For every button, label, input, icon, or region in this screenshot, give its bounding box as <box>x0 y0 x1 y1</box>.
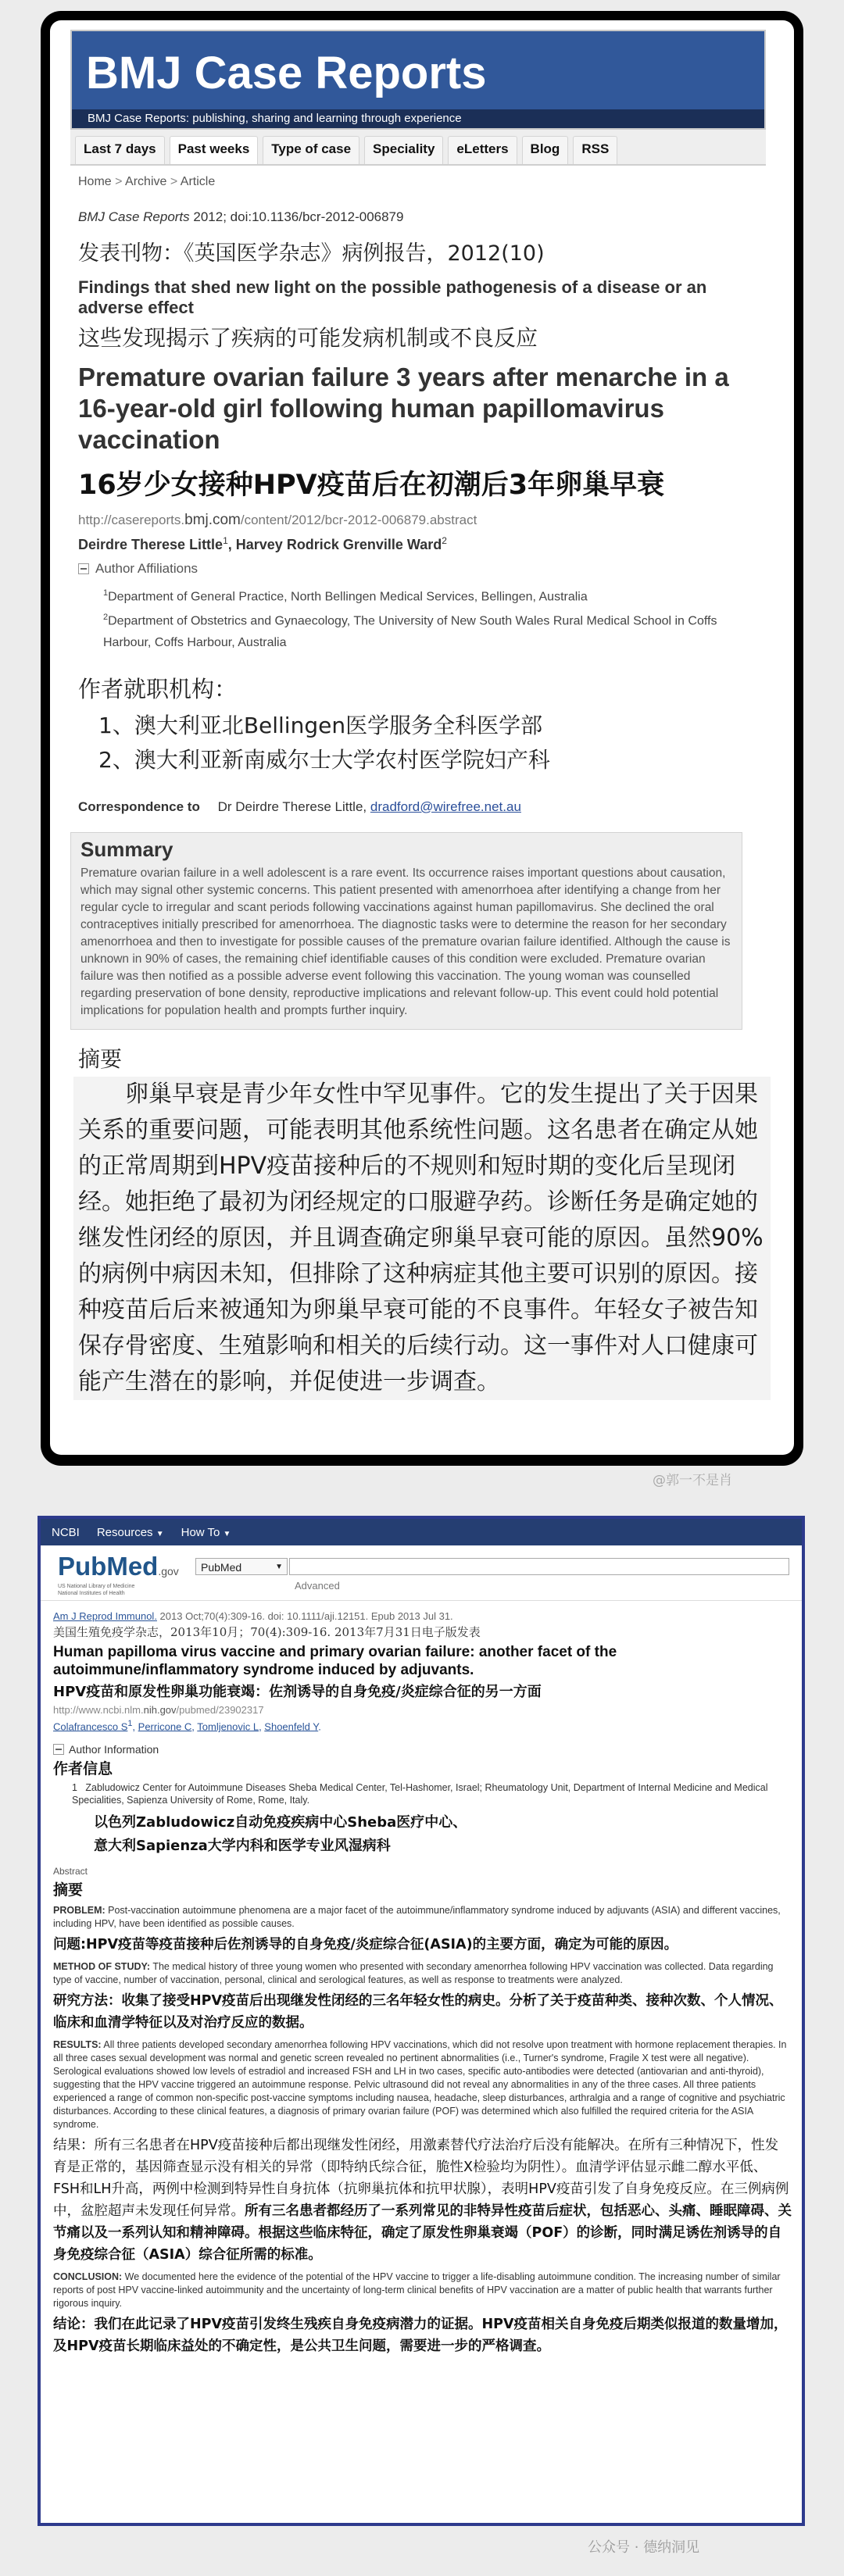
article-authors: Deirdre Therese Little$^1$, Harvey Rodrick Grenville Ward$^2$ <box>78 535 447 552</box>
howto-menu[interactable]: How To ▼ <box>181 1525 231 1539</box>
pm-citation: Am J Reprod Immunol. 2013 Oct;70(4):309-16. doi: 10.1111/aji.12151. Epub 2013 Jul 31. <box>53 1610 453 1622</box>
cn-pm-article-title: HPV疫苗和原发性卵巢功能衰竭：佐剂诱导的自身免疫/炎症综合征的另一方面 <box>53 1684 542 1700</box>
cn-affiliation-item: 2、澳大利亚新南威尔士大学农村医学院妇产科 <box>98 746 550 773</box>
cn-publication-note: 发表刊物：《英国医学杂志》病例报告，2012(10) <box>78 241 545 266</box>
author-link[interactable]: Shoenfeld Y <box>264 1720 319 1733</box>
author-affiliations-toggle[interactable] <box>78 561 766 577</box>
collapse-icon <box>53 1744 64 1755</box>
ncbi-logo[interactable]: NCBI <box>52 1525 80 1539</box>
author-1[interactable]: Deirdre Therese Little <box>78 537 224 552</box>
summary-text: Premature ovarian failure in a well adolescent is a rare event. Its occurrence raises important questions about causation, which may signal other systemic concerns. This patient presented with amenorrhoea after identifying a change from her regular cycle to irregular and scant periods following vaccinations against human papillomavirus. She declined the oral contraceptives initially prescribed for amenorrhoea. The diagnostic tasks were to determine the reason for her secondary amenorrhoea and then to investigate for possible causes of the premature ovarian failure identified. Although the cause is unknown in 90% of cases, the remaining chief identifiable causes of this condition were excluded. Premature ovarian failure was then notified as a possible adverse event following this vaccination. The young woman was counselled regarding preservation of bone density, reproductive implications and relevant follow-up. This event could hold potential implications for population health and prompts further inquiry. <box>80 866 731 1017</box>
pm-authors: Colafrancesco $S^1$, Perricone C, Tomljenovic L, Shoenfeld Y. <box>53 1719 321 1733</box>
cn-abstract-heading: 摘要 <box>78 1045 123 1072</box>
cn-citation: 美国生殖免疫学杂志，2013年10月；70(4):309-16. 2013年7月31日电子版发表 <box>53 1625 481 1639</box>
tab-speciality[interactable]: Speciality <box>364 136 443 164</box>
pubmed-logo-subtitle: US National Library of Medicine National Institutes of Health <box>58 1584 135 1596</box>
pm-article-url[interactable]: http://www.ncbi.nlm.nih.gov/pubmed/23902317 <box>53 1704 264 1716</box>
tab-type-of-case[interactable]: Type of case <box>263 136 359 164</box>
correspondence <box>78 799 766 815</box>
tab-last-7-days[interactable]: Last 7 days <box>75 136 165 164</box>
author-2[interactable]: Harvey Rodrick Grenville Ward <box>235 537 442 552</box>
breadcrumb-separator: > <box>115 175 126 188</box>
tab-blog[interactable]: Blog <box>522 136 569 164</box>
article-url[interactable]: http://casereports.bmj.com/content/2012/bcr-2012-006879.abstract <box>78 512 477 528</box>
cn-category-translation: 这些发现揭示了疾病的可能发病机制或不良反应 <box>78 325 538 351</box>
cn-abstract-method: 研究方法：收集了接受HPV疫苗后出现继发性闭经的三名年轻女性的病史。分析了关于疫苗种类、接种次数、个人情况、临床和血清学特征以及对治疗反应的数据。 <box>53 1993 783 2031</box>
database-select[interactable]: PubMed ▼ <box>195 1558 288 1575</box>
breadcrumb-archive[interactable]: Archive <box>125 175 167 188</box>
cn-author-info-heading: 作者信息 <box>53 1760 113 1778</box>
article-title: Premature ovarian failure 3 years after menarche in a 16-year-old girl following human papillomavirus vaccination <box>78 363 729 454</box>
cn-pm-affiliation: 以色列Zabludowicz自动免疫疾病中心Sheba医疗中心、 意大利Sapienza大学内科和医学专业风湿病科 <box>94 1814 467 1855</box>
ncbi-top-bar <box>41 1519 802 1545</box>
tab-past-weeks[interactable]: Past weeks <box>170 136 259 164</box>
cn-abstract-conclusion: 结论：我们在此记录了HPV疫苗引发终生残疾自身免疫病潜力的证据。HPV疫苗相关自身免疫后期类似报道的数量增加，及HPV疫苗长期临床益处的不确定性，是公共卫生问题，需要进一步的严格调查。 <box>53 2317 788 2355</box>
bmj-nav-tabs <box>70 130 766 166</box>
pubmed-logo[interactable]: PubMed.gov <box>58 1552 179 1581</box>
abstract-results: RESULTS: All three patients developed secondary amenorrhea following HPV vaccinations, which did not resolve upon treatment with hormone replacement therapies. In all three cases sexual development was normal and genetic screen revealed no pertinent abnormalities (i.e., Turner's syndrome, Fragile X test were all negative). Serological evaluations showed low levels of estradiol and increased FSH and LH in two cases, specific auto-antibodies were detected (antiovarian and anti-thyroid), suggesting that the HPV vaccine triggered an autoimmune response. Pelvic ultrasound did not reveal any abnormalities in any of the three cases. All three patients experienced a range of common non-specific post-vaccine symptoms including nausea, headache, sleep disturbances, arthralgia and a range of cognitive and psychiatric disturbances. According to these clinical features, a diagnosis of primary ovarian failure (POF) was determined which also fulfilled the required criteria for the ASIA syndrome. <box>53 2039 787 2131</box>
caret-down-icon: ▼ <box>223 1529 231 1538</box>
caret-down-icon: ▼ <box>156 1529 164 1538</box>
article-citation <box>78 209 766 225</box>
affiliation-item: $^1$Department of General Practice, North Bellingen Medical Services, Bellingen, Australia <box>103 588 588 604</box>
author-link[interactable]: Tomljenovic L <box>197 1720 259 1733</box>
abstract-conclusion: CONCLUSION: We documented here the evidence of the potential of the HPV vaccine to trigger a life-disabling autoimmune condition. The increasing number of similar reports of post HPV vaccine-linked autoimmunity and the uncertainty of long-term clinical benefits of HPV vaccination are a matter of public health that warrants further rigorous inquiry. <box>53 2271 781 2310</box>
cn-abstract-results: 结果：所有三名患者在HPV疫苗接种后都出现继发性闭经，用激素替代疗法治疗后没有能解决。在所有三种情况下，性发育是正常的，基因筛查显示没有相关的异常（即特纳氏综合征，脆性X检验均为阴性）。血清学评估显示雌二醇水平低、FSH和LH升高，两例中检测到特异性自身抗体（抗卵巢抗体和抗甲状腺），表明HPV疫苗引发了自身免疫反应。在三例病例中，盆腔超声未发现任何异常。所有三名患者都经历了一系列常见的非特异性疫苗后症状，包括恶心、头痛、睡眠障碍、关节痛以及一系列认知和精神障碍。根据这些临床特征，确定了原发性卵巢衰竭（POF）的诊断，同时满足诱佐剂诱导的自身免疫综合征（ASIA）综合征所需的标准。 <box>53 2138 792 2263</box>
bmj-header <box>70 30 766 130</box>
dropdown-icon: ▼ <box>275 1563 283 1571</box>
watermark-1: @郭一不是肖 <box>653 1473 732 1488</box>
breadcrumb <box>78 175 766 189</box>
breadcrumb-article: Article <box>180 175 216 188</box>
affiliation-list <box>103 583 744 653</box>
cn-abstract-problem: 问题:HPV疫苗等疫苗接种后佐剂诱导的自身免疫/炎症综合征(ASIA)的主要方面，确定为可能的原因。 <box>53 1937 678 1953</box>
cn-affiliation-list <box>98 709 766 777</box>
cn-affiliation-item: 1、澳大利亚北Bellingen医学服务全科医学部 <box>98 712 543 738</box>
summary-heading: Summary <box>80 837 173 861</box>
author-affiliations-label: Author Affiliations <box>95 561 198 576</box>
pm-affiliation: 1 Zabludowicz Center for Autoimmune Diseases Sheba Medical Center, Tel-Hashomer, Israel; Rheumatology Unit, Department of Internal Medicine and Medical Specialities, Sapienza University of Rome, Rome, Italy. <box>72 1782 768 1806</box>
author-link[interactable]: Colafrancesco S <box>53 1720 128 1733</box>
pm-article-title: Human papilloma virus vaccine and primary ovarian failure: another facet of the autoimmune/inflammatory syndrome induced by adjuvants. <box>53 1644 617 1678</box>
bmj-page <box>50 20 794 1455</box>
cn-affiliations-heading: 作者就职机构： <box>78 675 238 702</box>
pubmed-screenshot-frame <box>38 1516 805 2526</box>
citation-journal: BMJ Case Reports <box>78 209 190 224</box>
correspondence-label: Correspondence to <box>78 799 200 814</box>
citation-doi: 2012; doi:10.1136/bcr-2012-006879 <box>189 209 404 224</box>
pm-abstract-label: Abstract <box>53 1866 88 1878</box>
author-information-toggle[interactable]: Author Information <box>53 1743 794 1756</box>
bmj-screenshot-frame <box>41 11 803 1466</box>
pubmed-search-bar <box>41 1545 802 1601</box>
cn-abstract-text: 卵巢早衰是青少年女性中罕见事件。它的发生提出了关于因果关系的重要问题，可能表明其他系统性问题。这名患者在确定从她的正常周期到HPV疫苗接种后的不规则和短时期的变化后呈现闭经。她拒绝了最初为闭经规定的口服避孕药。诊断任务是确定她的继发性闭经的原因，并且调查确定卵巢早衰可能的原因。虽然90%的病例中病因未知，但排除了这种病症其他主要可识别的原因。接种疫苗后后来被通知为卵巢早衰可能的不良事件。年轻女子被告知保存骨密度、生殖影响和相关的后续行动。这一事件对人口健康可能产生潜在的影响，并促使进一步调查。 <box>73 1077 771 1400</box>
collapse-icon <box>78 563 89 574</box>
abstract-problem: PROBLEM: Post-vaccination autoimmune phenomena are a major facet of the autoimmune/inflammatory syndrome induced by adjuvants (ASIA) and different vaccines, including HPV, have been identified as possible causes. <box>53 1905 781 1930</box>
tab-eletters[interactable]: eLetters <box>448 136 517 164</box>
correspondence-name: Dr Deirdre Therese Little, <box>217 799 367 814</box>
resources-menu[interactable]: Resources ▼ <box>96 1525 164 1539</box>
journal-link[interactable]: Am J Reprod Immunol. <box>53 1610 157 1622</box>
cn-article-title: 16岁少女接种HPV疫苗后在初潮后3年卵巢早衰 <box>78 470 665 501</box>
abstract-method: METHOD OF STUDY: The medical history of three young women who presented with secondary amenorrhea following HPV vaccination was collected. Data regarding type of vaccine, number of vaccination, personal, clinical and serological features, as well as response to treatments were analyzed. <box>53 1961 774 1986</box>
bmj-logo[interactable]: BMJ Case Reports <box>86 48 487 98</box>
tab-rss[interactable]: RSS <box>573 136 617 164</box>
cn-pm-abstract-label: 摘要 <box>53 1881 84 1899</box>
breadcrumb-home[interactable]: Home <box>78 175 112 188</box>
bmj-tagline: BMJ Case Reports: publishing, sharing and learning through experience <box>72 109 764 128</box>
author-link[interactable]: Perricone C <box>138 1720 192 1733</box>
summary-box <box>70 832 742 1030</box>
watermark-2: 公众号 · 德纳洞见 <box>588 2539 700 2556</box>
article-category: Findings that shed new light on the possible pathogenesis of a disease or an adverse effect <box>78 277 707 317</box>
breadcrumb-separator: > <box>170 175 181 188</box>
search-input[interactable] <box>289 1558 789 1575</box>
advanced-search-link[interactable]: Advanced <box>295 1580 340 1592</box>
affiliation-item: $^2$Department of Obstetrics and Gynaecology, The University of New South Wales Rural Medical School in Coffs Harbour, Coffs Harbour, Australia <box>103 613 717 649</box>
correspondence-email-link[interactable]: dradford@wirefree.net.au <box>370 799 521 814</box>
